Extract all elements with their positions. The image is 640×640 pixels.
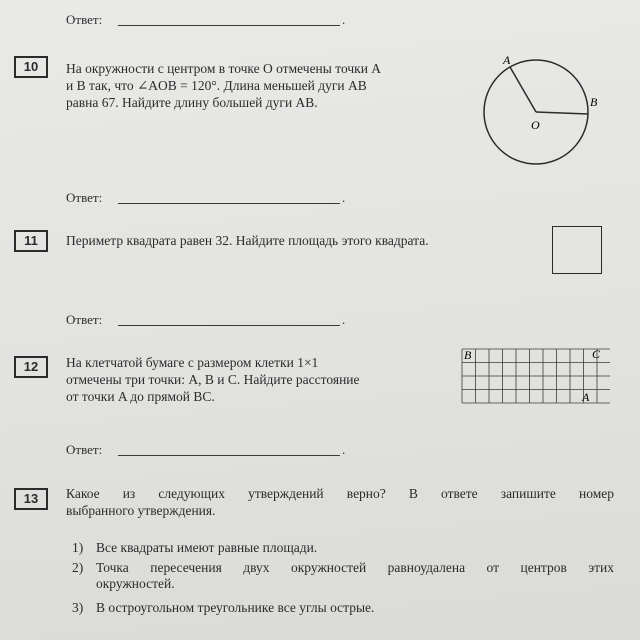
point-a-label: A — [582, 390, 590, 404]
statement-2: 2) Точка пересечения двух окружностей равноудалена от центров этих окружностей. — [72, 560, 614, 591]
point-o-label: O — [531, 118, 540, 132]
point-b-label: B — [590, 95, 598, 109]
answer-label: Ответ: — [66, 442, 103, 457]
point-a-label: A — [503, 53, 511, 67]
task-10-text: На окружности с центром в точке O отмечены точки A и B так, что ∠AOB = 120°. Длина меньшей дуги AB равна 67. Найдите длину большей дуги AB. — [66, 61, 382, 110]
answer-line[interactable] — [118, 325, 340, 326]
answer-row-11: Ответ: . — [66, 312, 346, 327]
task-13-text: Какое из следующих утверждений верно? В ответе запишите номер выбранного утверждения. — [66, 486, 614, 518]
answer-line[interactable] — [118, 455, 340, 456]
answer-row-10: Ответ: . — [66, 190, 346, 205]
point-c-label: C — [592, 347, 601, 361]
answer-row-12: Ответ: . — [66, 442, 346, 457]
circle-figure — [470, 50, 620, 200]
task-11-text: Периметр квадрата равен 32. Найдите площадь этого квадрата. — [66, 233, 429, 248]
task-number-11: 11 — [14, 230, 48, 252]
answer-label: Ответ: — [66, 312, 103, 327]
answer-row-9: Ответ: . — [66, 12, 346, 27]
statement-3: 3) В остроугольном треугольнике все углы острые. — [72, 600, 375, 615]
task-12-text: На клетчатой бумаге с размером клетки 1×1 отмечены три точки: A, B и C. Найдите расстояние от точки A до прямой BC. — [66, 355, 360, 404]
square-figure — [552, 226, 602, 274]
answer-label: Ответ: — [66, 12, 103, 27]
answer-line[interactable] — [118, 203, 340, 204]
point-b-label: B — [464, 348, 472, 362]
answer-line[interactable] — [118, 25, 340, 26]
task-number-12: 12 — [14, 356, 48, 378]
task-number-13: 13 — [14, 488, 48, 510]
answer-label: Ответ: — [66, 190, 103, 205]
task-number-10: 10 — [14, 56, 48, 78]
statement-1: 1) Все квадраты имеют равные площади. — [72, 540, 318, 555]
grid-figure — [460, 346, 610, 410]
